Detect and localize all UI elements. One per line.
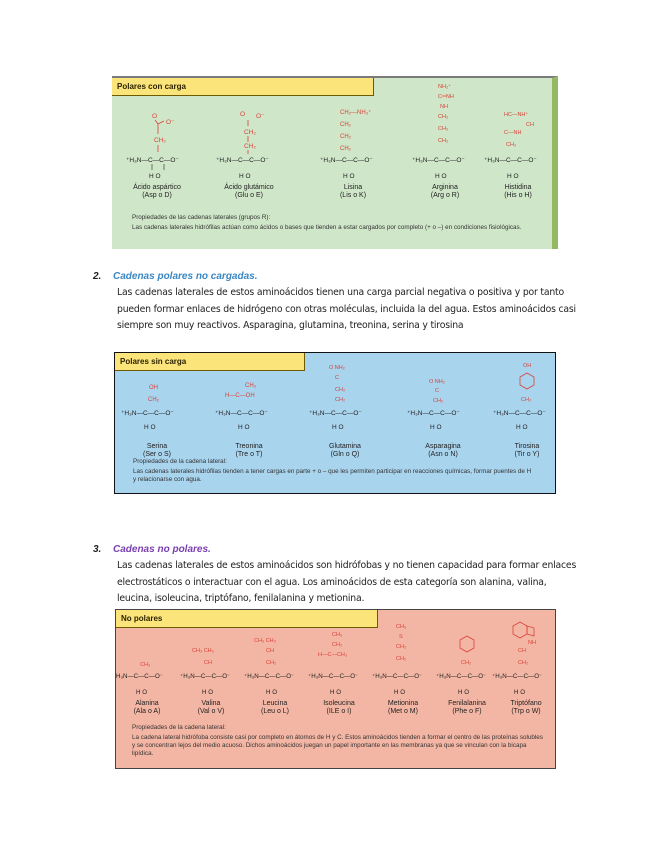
structure-leucine [244, 638, 306, 700]
svg-text:⁺H₃N—C—C—O⁻: ⁺H₃N—C—C—O⁻ [126, 157, 179, 164]
svg-text:O NH₂: O NH₂ [429, 379, 445, 385]
properties-title: Propiedades de la cadena lateral: [132, 724, 226, 731]
svg-text:H O: H O [514, 689, 526, 696]
svg-text:⁺H₃N—C—C—O⁻: ⁺H₃N—C—C—O⁻ [308, 673, 359, 680]
svg-text:H—C—CH₃: H—C—CH₃ [318, 652, 348, 658]
svg-text:CH₂: CH₂ [506, 142, 517, 148]
panel-uncharged-polar [114, 352, 556, 494]
amino-acid-card [492, 638, 556, 716]
properties-title: Propiedades de las cadenas laterales (grupos R): [132, 214, 271, 221]
structure-tryptophan [492, 638, 556, 700]
svg-text:OH: OH [149, 385, 158, 391]
svg-text:⁺H₃N—C—C—O⁻: ⁺H₃N—C—C—O⁻ [492, 673, 543, 680]
properties-title: Propiedades de la cadena lateral: [133, 458, 227, 465]
svg-text:CH₃ CH₃: CH₃ CH₃ [192, 648, 214, 654]
amino-acid-card [180, 638, 242, 716]
svg-text:⁺H₃N—C—C—O⁻: ⁺H₃N—C—C—O⁻ [493, 410, 546, 417]
svg-text:⁺H₃N—C—C—O⁻: ⁺H₃N—C—C—O⁻ [216, 157, 269, 164]
structure-isoleucine [308, 632, 370, 700]
amino-acid-code: (Tir o Y) [514, 451, 540, 458]
svg-text:H O: H O [516, 424, 528, 431]
structure-glutamine [307, 365, 383, 443]
svg-text:⁺H₃N—C—C—O⁻: ⁺H₃N—C—C—O⁻ [244, 673, 295, 680]
svg-text:CH₂: CH₂ [396, 656, 407, 662]
amino-acid-code: (Ala o A) [133, 708, 161, 715]
amino-acid-name: Lisina [343, 184, 363, 191]
amino-acid-name: Ácido glutámico [224, 184, 274, 191]
svg-text:H O: H O [507, 173, 519, 180]
svg-text:C—NH: C—NH [504, 130, 522, 136]
amino-acid-card [372, 624, 434, 716]
structure-glutamic [206, 112, 292, 184]
panel-nonpolar [115, 609, 556, 769]
svg-text:CH₂: CH₂ [521, 397, 532, 403]
structure-tyrosine [493, 363, 555, 443]
svg-text:CH₂: CH₂ [244, 143, 256, 150]
amino-acid-card [211, 383, 287, 459]
svg-text:CH: CH [518, 648, 526, 654]
properties-text: Las cadenas laterales hidrófilas actúan como ácidos o bases que tienden a estar cargados por completo (+ o –) en condiciones fisiológicas. [132, 224, 522, 231]
structure-serine [119, 383, 195, 443]
section-2-paragraph: Las cadenas laterales de estos aminoácidos tienen una carga parcial negativa o positiva y por tanto pueden formar enlaces de hidrógeno con otras moléculas, incluida la del agua. Estos aminoácidos casi siempre son muy reactivos. Asparagina, glutamina, treonina, serina y tirosina [117, 287, 576, 332]
svg-text:CH₂: CH₂ [518, 660, 529, 666]
amino-acid-code: (His o H) [504, 192, 532, 199]
svg-text:H O: H O [239, 173, 251, 180]
svg-text:O⁻: O⁻ [256, 113, 265, 120]
svg-text:⁺H₃N—C—C—O⁻: ⁺H₃N—C—C—O⁻ [121, 410, 174, 417]
svg-text:CH₂: CH₂ [340, 146, 351, 152]
svg-text:⁺H₃N—C—C—O⁻: ⁺H₃N—C—C—O⁻ [484, 157, 537, 164]
svg-text:H₃N—C—C—O⁻: H₃N—C—C—O⁻ [116, 673, 164, 680]
svg-text:⁺H₃N—C—C—O⁻: ⁺H₃N—C—C—O⁻ [407, 410, 460, 417]
svg-text:CH₂: CH₂ [148, 397, 159, 403]
svg-text:O: O [240, 111, 246, 118]
amino-acid-name: Isoleucina [323, 700, 355, 707]
panel-title: Polares sin carga [115, 353, 305, 371]
amino-acid-code: (Lis o K) [339, 192, 367, 199]
properties-box [133, 458, 533, 484]
svg-text:⁺H₃N—C—C—O⁻: ⁺H₃N—C—C—O⁻ [436, 673, 487, 680]
svg-text:H O: H O [332, 424, 344, 431]
svg-text:C: C [335, 375, 339, 381]
svg-text:H—C—OH: H—C—OH [225, 393, 255, 399]
svg-text:CH: CH [266, 648, 274, 654]
amino-acid-name: Glutamina [329, 443, 361, 450]
structure-threonine [211, 383, 287, 443]
svg-text:C: C [435, 388, 439, 394]
svg-text:⁺H₃N—C—C—O⁻: ⁺H₃N—C—C—O⁻ [309, 410, 362, 417]
svg-text:CH₂: CH₂ [438, 114, 449, 120]
svg-text:S: S [399, 634, 403, 640]
amino-acid-code: (Leu o L) [260, 708, 290, 715]
svg-text:CH₂—NH₃⁺: CH₂—NH₃⁺ [340, 110, 372, 116]
amino-acid-card [436, 638, 498, 716]
svg-text:⁺H₃N—C—C—O⁻: ⁺H₃N—C—C—O⁻ [412, 157, 465, 164]
properties-text: Las cadenas laterales hidrófilas tienden a tener cargas en parte + o – que les permiten participar en reacciones químicas, formar puentes de H y relacionarse con agua. [133, 468, 532, 483]
svg-text:CH₂: CH₂ [340, 122, 351, 128]
svg-text:CH₂: CH₂ [266, 660, 277, 666]
svg-text:H O: H O [238, 424, 250, 431]
svg-text:H O: H O [435, 173, 447, 180]
svg-text:H O: H O [430, 424, 442, 431]
svg-text:O⁻: O⁻ [166, 119, 175, 126]
svg-text:CH₂: CH₂ [335, 397, 346, 403]
svg-text:O: O [152, 113, 158, 120]
amino-acid-code: (Met o M) [388, 708, 418, 715]
amino-acid-code: (Gln o Q) [330, 451, 360, 458]
svg-text:NH: NH [440, 104, 448, 110]
svg-text:CH₂: CH₂ [244, 129, 256, 136]
amino-acid-name: Valina [201, 700, 221, 707]
amino-acid-card [244, 638, 306, 716]
svg-text:NH₂⁺: NH₂⁺ [438, 84, 451, 90]
svg-text:CH₂: CH₂ [433, 398, 444, 404]
svg-text:CH₃: CH₃ [396, 624, 407, 630]
amino-acid-card [405, 379, 481, 459]
structure-asparagine [405, 379, 481, 443]
amino-acid-card [119, 383, 195, 459]
panel-title: No polares [116, 610, 378, 628]
svg-text:H O: H O [266, 689, 278, 696]
amino-acid-name: Tirosina [514, 443, 540, 450]
svg-text:H O: H O [394, 689, 406, 696]
section-3-paragraph: Las cadenas laterales de estos aminoácidos son hidrófobas y no tienen capacidad para formar enlaces electrostáticos o interactuar con el agua. Los aminoácidos de esta categoría son alanina, valina, leucina, isoleucina, triptófano, fenilalanina y metionina. [117, 560, 577, 605]
amino-acid-code: (Asp o D) [142, 192, 172, 199]
svg-text:CH₂: CH₂ [461, 660, 472, 666]
amino-acid-card [307, 365, 383, 459]
section-3-heading [93, 544, 211, 555]
svg-text:CH₂: CH₂ [438, 138, 449, 144]
svg-text:HC—NH⁺: HC—NH⁺ [504, 112, 529, 118]
amino-acid-code: (ILE o I) [326, 708, 352, 715]
svg-text:CH₂: CH₂ [335, 387, 346, 393]
section-title: Cadenas polares no cargadas. [113, 271, 258, 282]
svg-text:H O: H O [458, 689, 470, 696]
panel-charged-polar [112, 76, 558, 249]
amino-acid-name: Ácido aspártico [133, 184, 181, 191]
amino-acid-name: Histidina [504, 184, 532, 191]
panel-title: Polares con carga [112, 78, 374, 96]
amino-acid-name: Alanina [135, 700, 159, 707]
properties-text: La cadena lateral hidrófoba consiste casi por completo en átomos de H y C. Estos aminoácidos tienden a formar el centro de las proteínas solubles y se concentran lejos del medio acuoso. Dichos aminoácidos juegan un papel importante en las membranas ya que se vinculan con la bicapa lipídica. [132, 734, 543, 757]
svg-text:CH₂: CH₂ [438, 126, 449, 132]
amino-acid-code: (Trp o W) [511, 708, 541, 715]
svg-text:H O: H O [202, 689, 214, 696]
svg-text:CH₃: CH₃ [140, 662, 151, 668]
svg-text:CH₂: CH₂ [340, 134, 351, 140]
amino-acid-name: Triptófano [510, 700, 542, 707]
svg-text:C═NH: C═NH [438, 94, 454, 100]
svg-text:H O: H O [149, 173, 161, 180]
section-title: Cadenas no polares. [113, 544, 211, 555]
structure-histidine [480, 112, 556, 184]
structure-alanine [116, 638, 178, 700]
amino-acid-name: Fenilalanina [448, 700, 486, 707]
amino-acid-code: (Glu o E) [234, 192, 263, 199]
structure-arginine [402, 84, 488, 184]
amino-acid-card [402, 84, 488, 200]
section-2-heading [93, 271, 258, 282]
svg-text:CH₂: CH₂ [396, 644, 407, 650]
structure-aspartic [114, 112, 200, 184]
amino-acid-name: Serina [146, 443, 168, 450]
structure-lysine [310, 112, 396, 184]
svg-text:CH: CH [526, 122, 534, 128]
svg-text:H O: H O [330, 689, 342, 696]
structure-phenylalanine [436, 638, 498, 700]
amino-acid-name: Arginina [432, 184, 458, 191]
amino-acid-card [493, 363, 555, 459]
amino-acid-name: Metionina [387, 700, 419, 707]
amino-acid-card [114, 112, 200, 200]
svg-text:H O: H O [144, 424, 156, 431]
svg-text:O NH₂: O NH₂ [329, 365, 345, 371]
svg-text:H O: H O [343, 173, 355, 180]
structure-valine [180, 638, 242, 700]
svg-text:OH: OH [523, 363, 532, 369]
svg-text:⁺H₃N—C—C—O⁻: ⁺H₃N—C—C—O⁻ [320, 157, 373, 164]
amino-acid-card [308, 632, 370, 716]
svg-text:⁺H₃N—C—C—O⁻: ⁺H₃N—C—C—O⁻ [372, 673, 423, 680]
amino-acid-card [116, 638, 178, 716]
svg-text:NH: NH [528, 640, 536, 646]
svg-text:⁺H₃N—C—C—O⁻: ⁺H₃N—C—C—O⁻ [180, 673, 231, 680]
svg-text:CH₃: CH₃ [245, 383, 257, 389]
amino-acid-name: Leucina [262, 700, 288, 707]
svg-text:CH₂: CH₂ [154, 137, 166, 144]
svg-text:CH: CH [204, 660, 212, 666]
svg-text:CH₃: CH₃ [332, 632, 343, 638]
section-number: 3. [93, 544, 102, 555]
amino-acid-card [206, 112, 292, 200]
amino-acid-code: (Arg o R) [430, 192, 460, 199]
structure-methionine [372, 624, 434, 700]
svg-text:⁺H₃N—C—C—O⁻: ⁺H₃N—C—C—O⁻ [215, 410, 268, 417]
properties-box [132, 724, 544, 758]
svg-text:CH₂: CH₂ [332, 642, 343, 648]
amino-acid-card [480, 112, 556, 200]
amino-acid-code: (Asn o N) [428, 451, 458, 458]
amino-acid-code: (Ser o S) [142, 451, 171, 458]
amino-acid-name: Asparagina [425, 443, 461, 450]
amino-acid-code: (Val o V) [197, 708, 225, 715]
properties-box [132, 214, 532, 232]
amino-acid-name: Treonina [235, 443, 263, 450]
section-number: 2. [93, 271, 102, 282]
svg-text:CH₃ CH₃: CH₃ CH₃ [254, 638, 276, 644]
amino-acid-code: (Phe o F) [452, 708, 482, 715]
amino-acid-card [310, 112, 396, 200]
svg-text:H O: H O [136, 689, 148, 696]
amino-acid-code: (Tre o T) [235, 451, 263, 458]
